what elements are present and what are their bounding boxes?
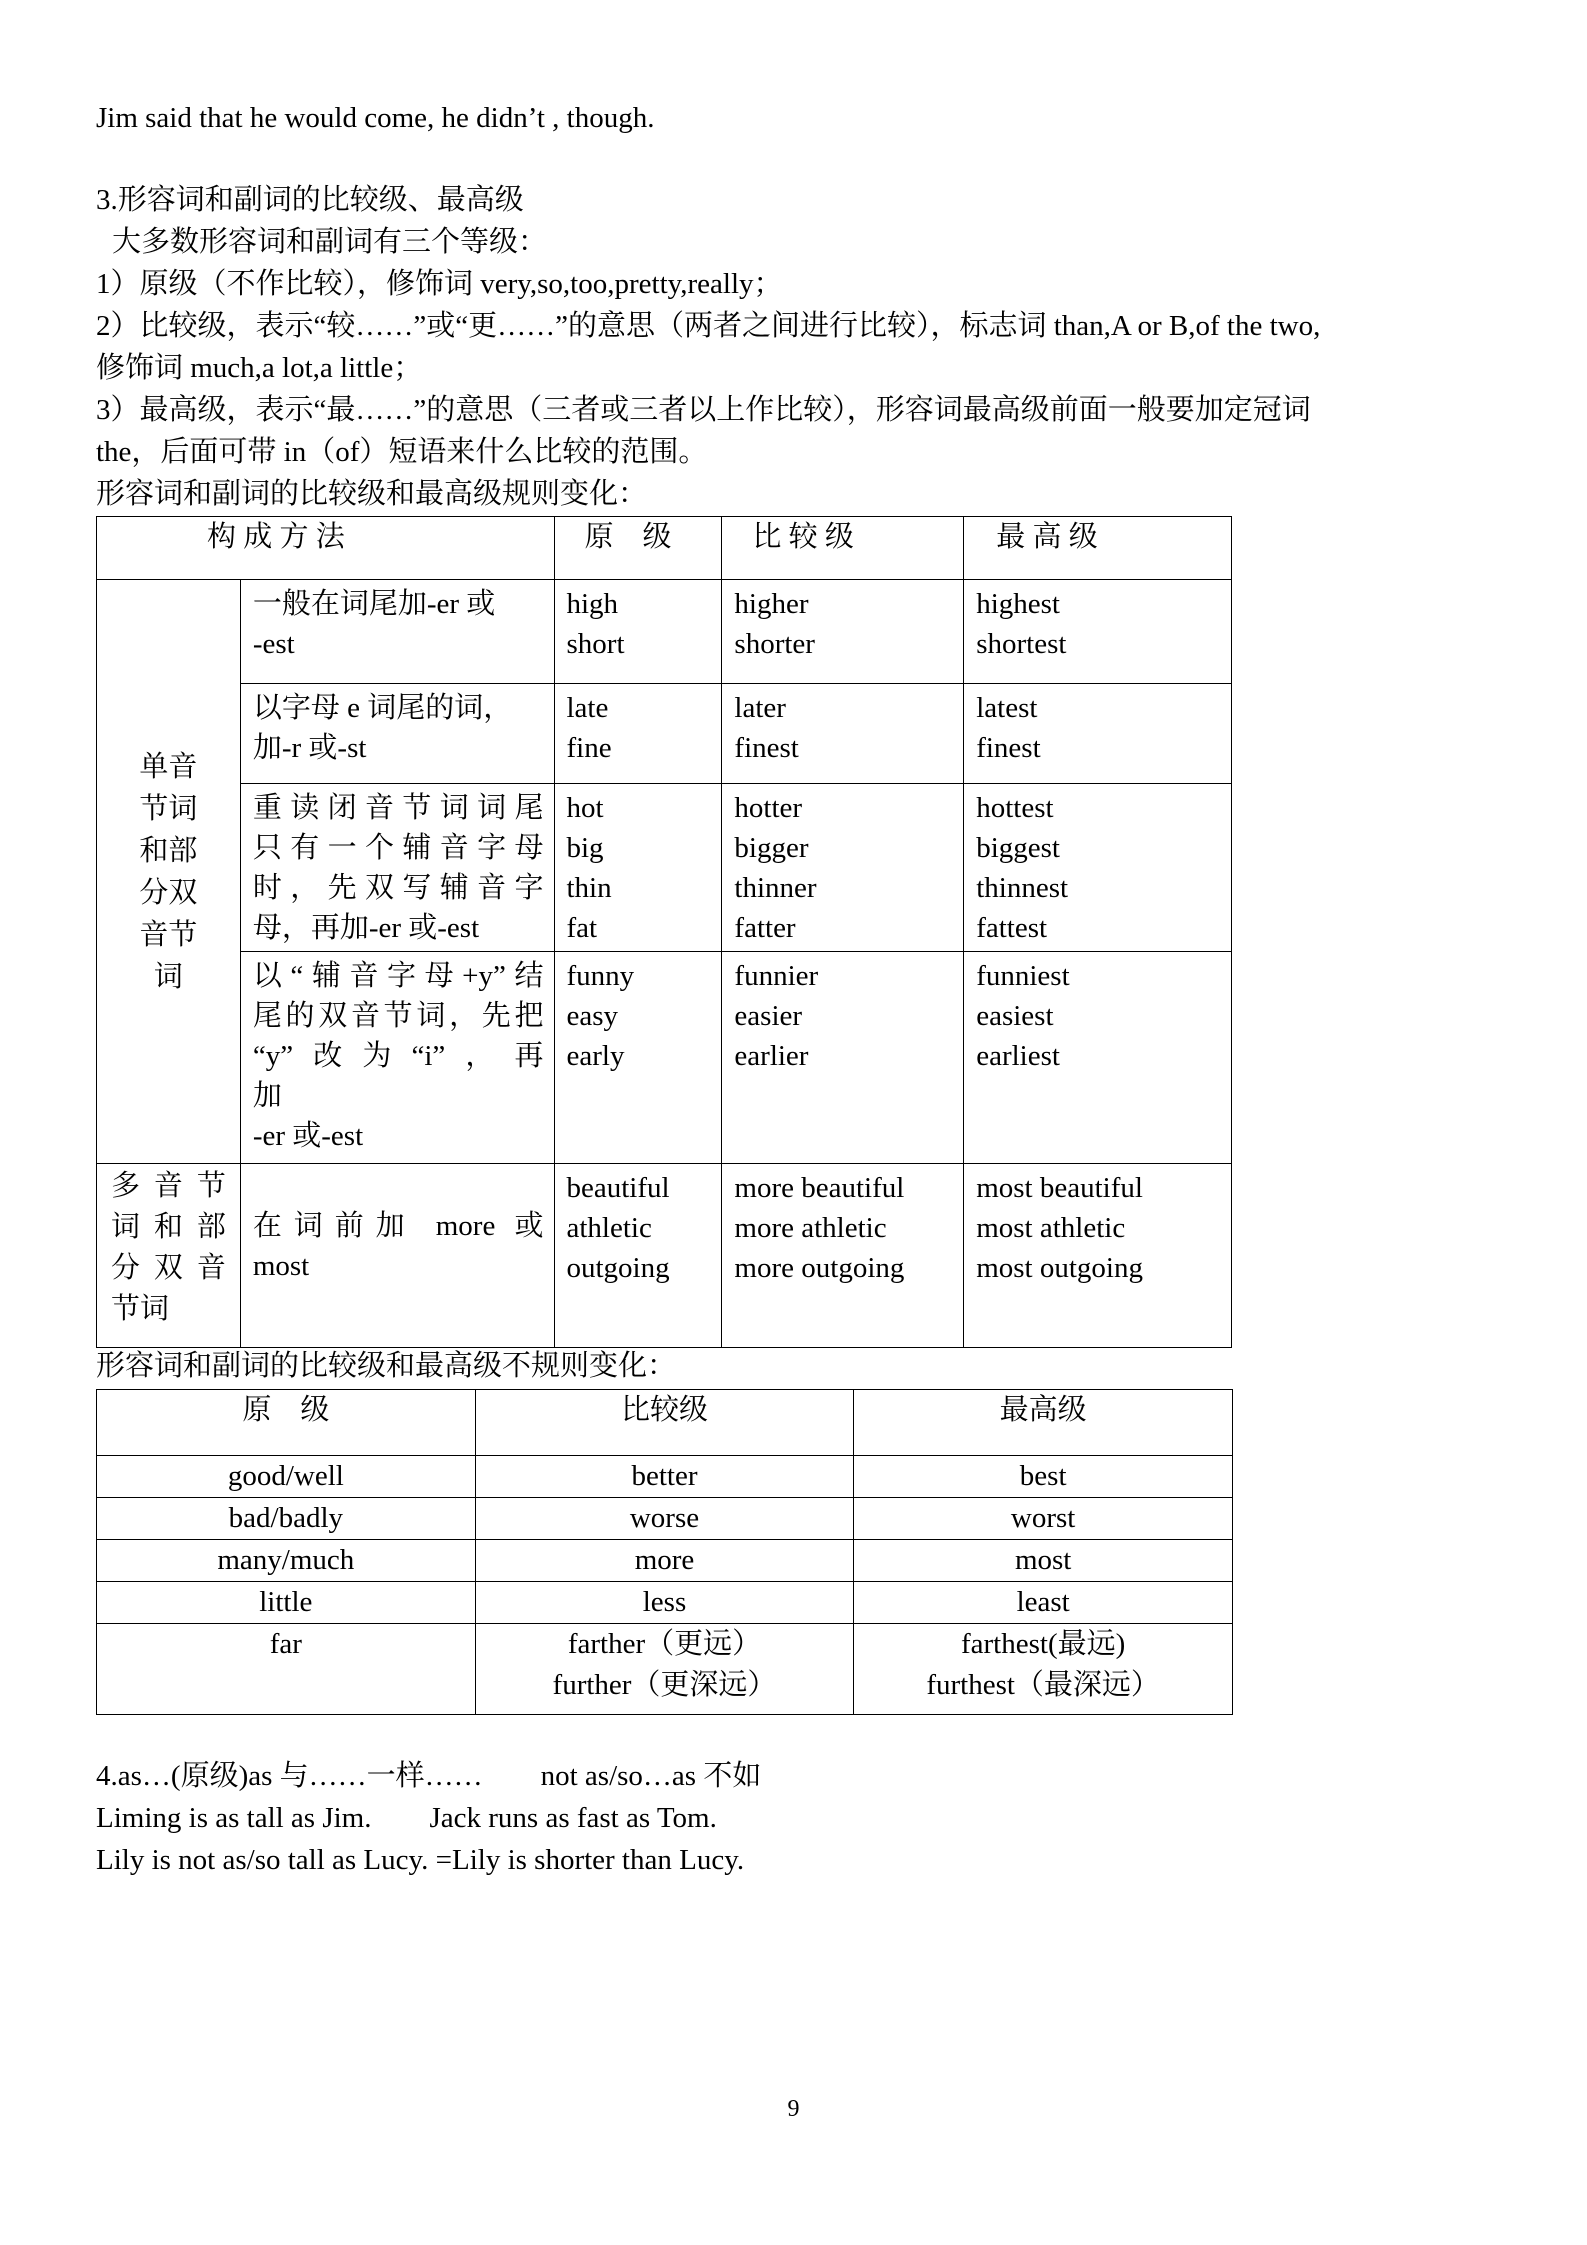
comparative-cell: hotter bigger thinner fatter xyxy=(722,784,964,952)
table-row xyxy=(97,1498,1233,1540)
superlative-cell: most beautiful most athletic most outgoing xyxy=(964,1164,1232,1348)
section-4-heading: 4.as…(原级)as 与……一样…… not as/so…as 不如 xyxy=(96,1760,762,1792)
positive-cell: late fine xyxy=(554,684,722,784)
comparative-cell: farther（更远） further（更深远） xyxy=(475,1624,854,1715)
comparative-cell: more xyxy=(475,1540,854,1582)
header-method: 构 成 方 法 xyxy=(97,517,555,580)
intro-line: Jim said that he would come, he didn’t , though. xyxy=(96,102,655,134)
table-header-row xyxy=(97,517,1232,580)
table-row xyxy=(97,784,1232,952)
table-row xyxy=(97,1164,1232,1348)
superlative-cell: worst xyxy=(854,1498,1233,1540)
positive-cell: hot big thin fat xyxy=(554,784,722,952)
method-cell: 以字母 e 词尾的词， 加-r 或-st xyxy=(240,684,554,784)
superlative-cell: highest shortest xyxy=(964,580,1232,684)
regular-comparison-table xyxy=(96,516,1232,1348)
table-row xyxy=(97,1582,1233,1624)
table-row xyxy=(97,1456,1233,1498)
comparative-cell: worse xyxy=(475,1498,854,1540)
method-cell: 以“辅音字母+y”结 尾的双音节词，先把 “y”改为“i”，再 加 -er 或-est xyxy=(240,952,554,1164)
header-positive: 原 级 xyxy=(554,517,722,580)
section-3-line: the，后面可带 in（of）短语来什么比较的范围。 xyxy=(96,436,708,468)
section-3-line: 修饰词 much,a lot,a little； xyxy=(96,352,423,384)
regular-table-caption: 形容词和副词的比较级和最高级规则变化： xyxy=(96,478,648,510)
example-sentence: Lily is not as/so tall as Lucy. =Lily is shorter than Lucy. xyxy=(96,1844,745,1876)
superlative-cell: hottest biggest thinnest fattest xyxy=(964,784,1232,952)
positive-cell: high short xyxy=(554,580,722,684)
superlative-cell: best xyxy=(854,1456,1233,1498)
superlative-cell: most xyxy=(854,1540,1233,1582)
method-cell: 重读闭音节词词尾 只有一个辅音字母 时，先双写辅音字 母，再加-er 或-est xyxy=(240,784,554,952)
positive-cell: good/well xyxy=(97,1456,476,1498)
positive-cell: bad/badly xyxy=(97,1498,476,1540)
positive-cell: far xyxy=(97,1624,476,1715)
superlative-cell: funniest easiest earliest xyxy=(964,952,1232,1164)
table-row xyxy=(97,1624,1233,1715)
comparative-cell: better xyxy=(475,1456,854,1498)
page-number: 9 xyxy=(787,2096,800,2122)
comparative-cell: less xyxy=(475,1582,854,1624)
positive-cell: little xyxy=(97,1582,476,1624)
table-row xyxy=(97,580,1232,684)
irregular-comparison-table xyxy=(96,1389,1233,1715)
comparative-cell: more beautiful more athletic more outgoing xyxy=(722,1164,964,1348)
positive-cell: beautiful athletic outgoing xyxy=(554,1164,722,1348)
header-comparative: 比 较 级 xyxy=(722,517,964,580)
comparative-cell: higher shorter xyxy=(722,580,964,684)
superlative-cell: latest finest xyxy=(964,684,1232,784)
section-3-line: 大多数形容词和副词有三个等级： xyxy=(112,226,548,258)
section-3-line: 2）比较级，表示“较……”或“更……”的意思（两者之间进行比较），标志词 than,A or B,of the two, xyxy=(96,310,1321,342)
header-comparative: 比较级 xyxy=(475,1390,854,1456)
superlative-cell: farthest(最远) furthest（最深远） xyxy=(854,1624,1233,1715)
positive-cell: funny easy early xyxy=(554,952,722,1164)
header-superlative: 最 高 级 xyxy=(964,517,1232,580)
method-cell: 一般在词尾加-er 或 -est xyxy=(240,580,554,684)
superlative-cell: least xyxy=(854,1582,1233,1624)
section-3-line: 3）最高级，表示“最……”的意思（三者或三者以上作比较），形容词最高级前面一般要加定冠词 xyxy=(96,394,1311,426)
method-cell: 在词前加 more 或 most xyxy=(240,1164,554,1348)
table-row xyxy=(97,684,1232,784)
example-sentence: Liming is as tall as Jim. Jack runs as fast as Tom. xyxy=(96,1802,717,1834)
header-superlative: 最高级 xyxy=(854,1390,1233,1456)
table-header-row xyxy=(97,1390,1233,1456)
category-monosyllabic: 单音 节词 和部 分双 音节 词 xyxy=(97,580,241,1164)
comparative-cell: funnier easier earlier xyxy=(722,952,964,1164)
table-row xyxy=(97,952,1232,1164)
section-3-line: 1）原级（不作比较），修饰词 very,so,too,pretty,really； xyxy=(96,268,783,300)
table-row xyxy=(97,1540,1233,1582)
category-polysyllabic: 多音节 词和部 分双音 节词 xyxy=(97,1164,241,1348)
comparative-cell: later finest xyxy=(722,684,964,784)
irregular-table-caption: 形容词和副词的比较级和最高级不规则变化： xyxy=(96,1350,677,1382)
header-positive: 原 级 xyxy=(97,1390,476,1456)
positive-cell: many/much xyxy=(97,1540,476,1582)
section-3-heading: 3.形容词和副词的比较级、最高级 xyxy=(96,184,524,216)
